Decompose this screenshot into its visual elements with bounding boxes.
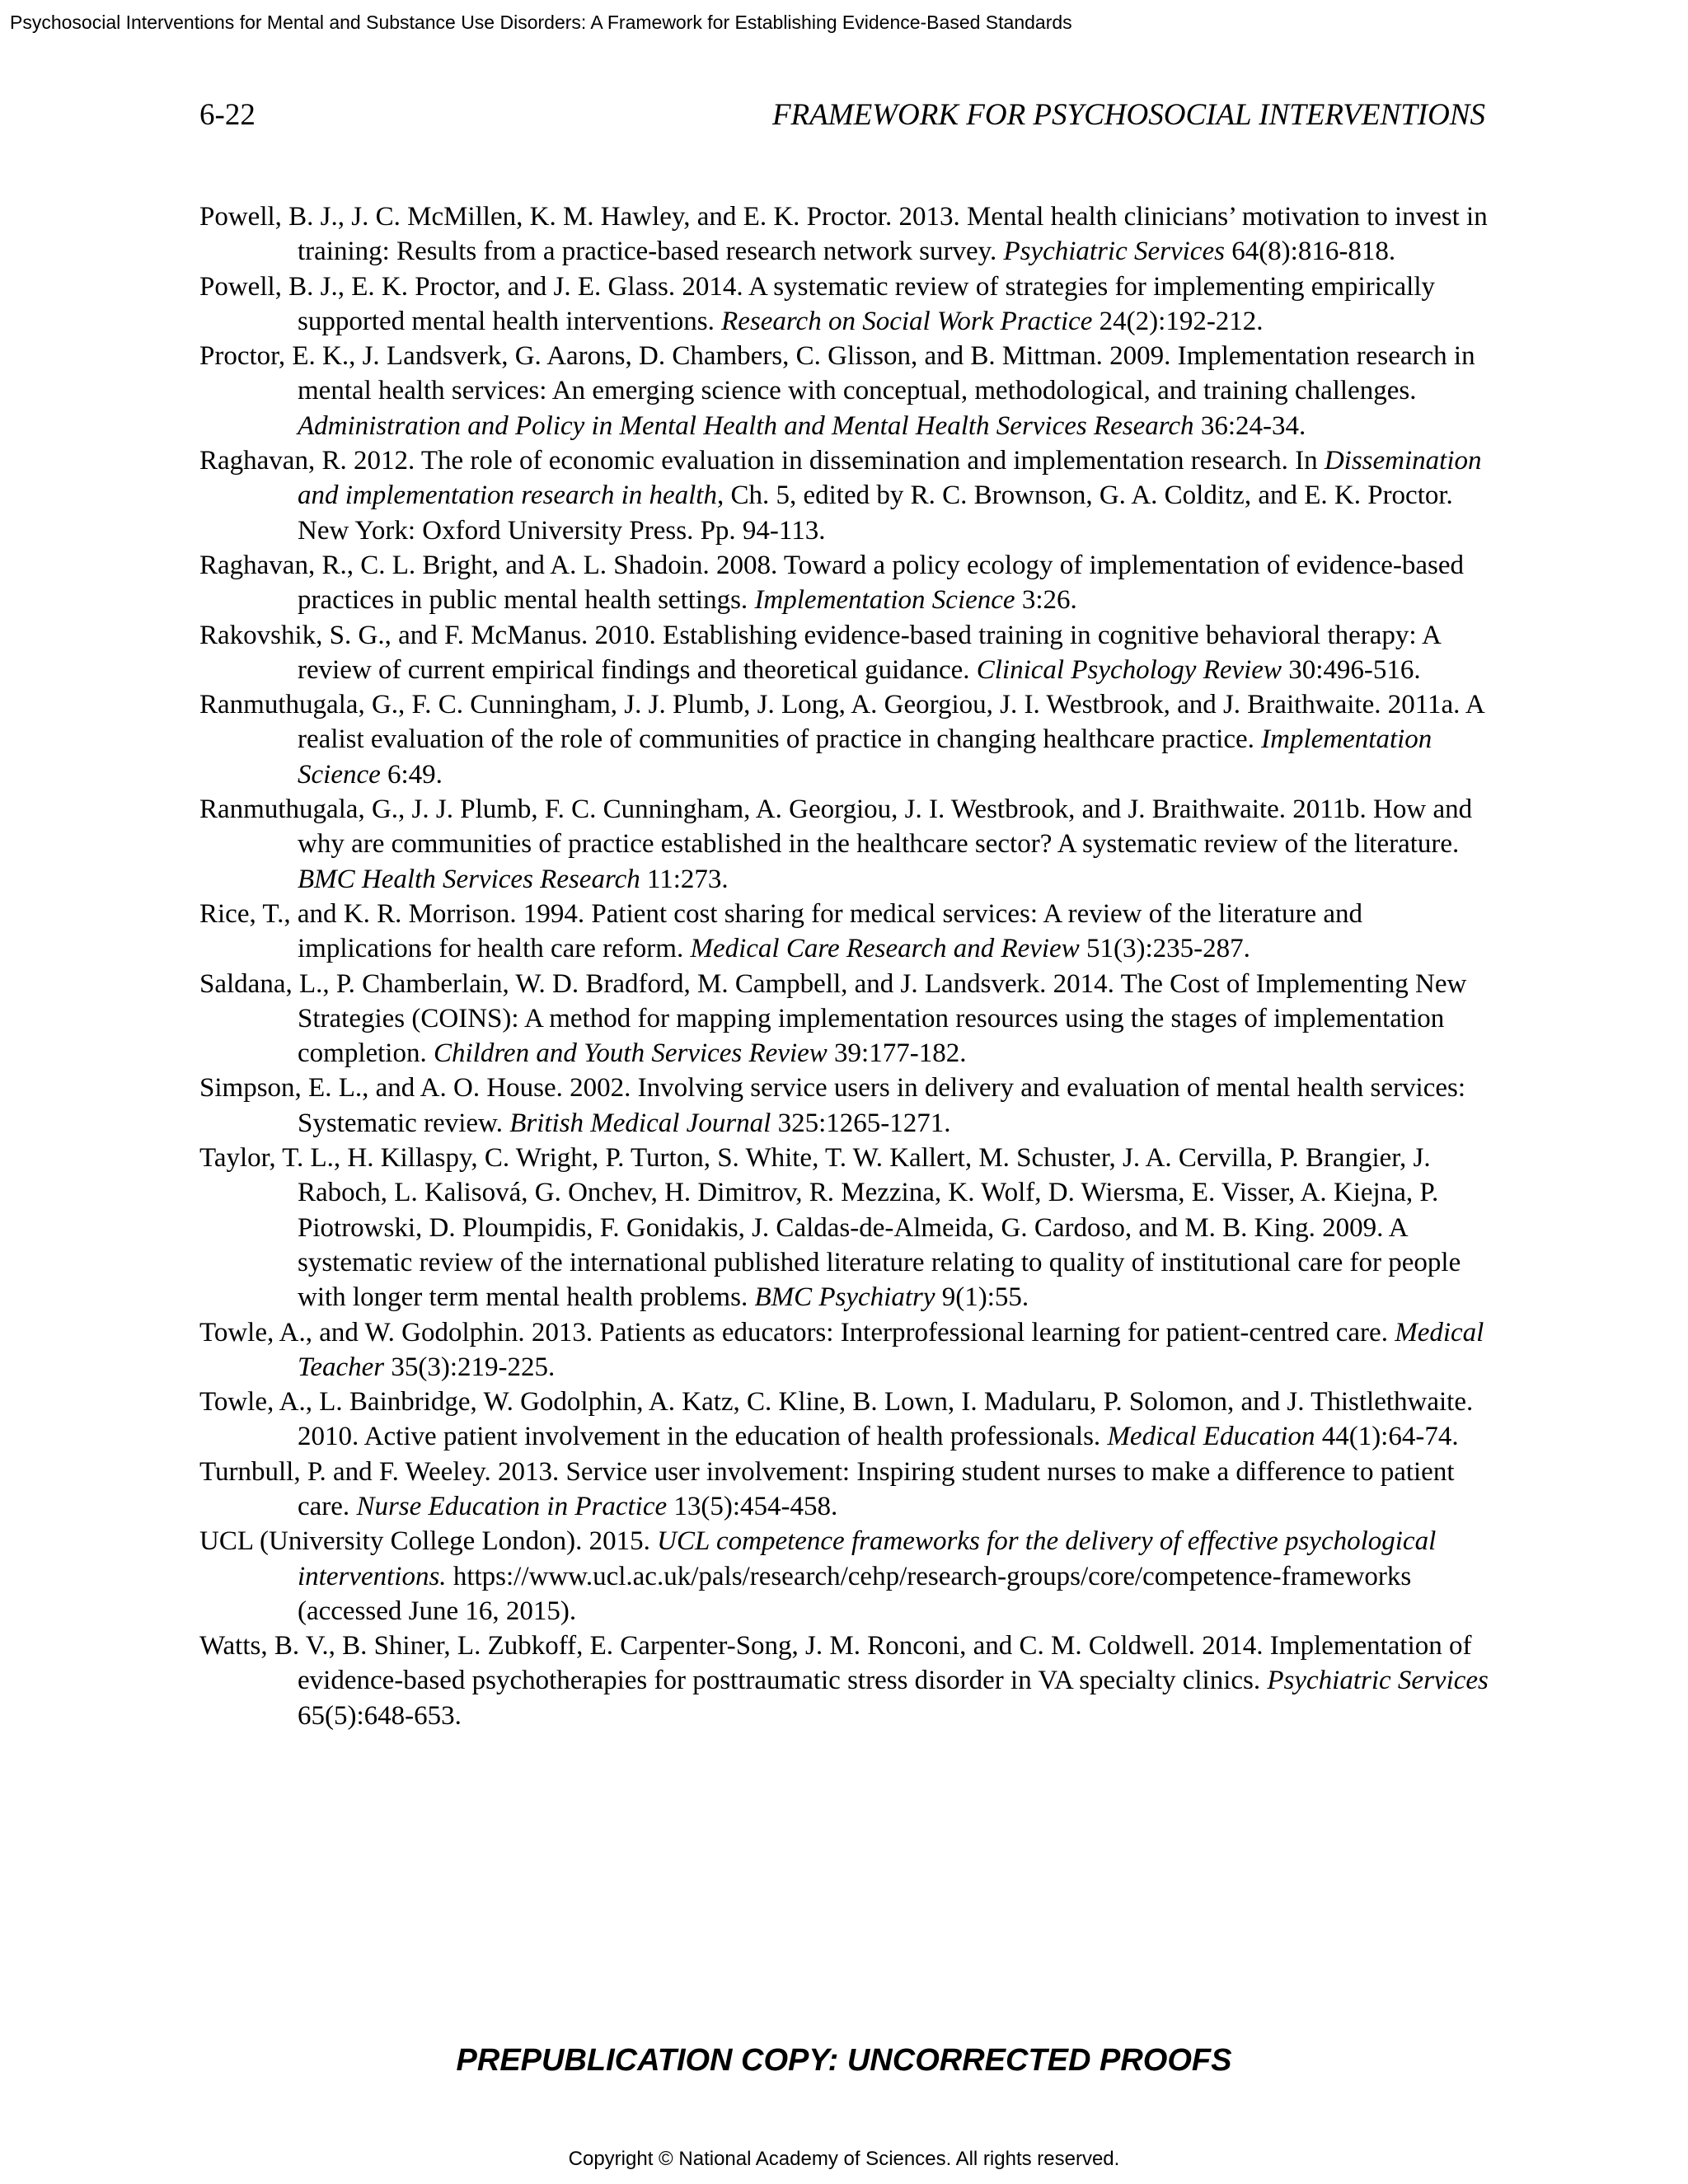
copyright-notice: Copyright © National Academy of Sciences. All rights reserved. [568, 2148, 1120, 2170]
reference-entry: Taylor, T. L., H. Killaspy, C. Wright, P. Turton, S. White, T. W. Kallert, M. Schuster, J. A. Cervilla, P. Brangier, J. Raboch, L. Kalisová, G. Onchev, H. Dimitrov, R. Mezzina, K. Wolf, D. Wiersma, E. Visser, A. Kiejna, P. Piotrowski, D. Ploumpidis, F. Gonidakis, J. Caldas-de-Almeida, G. Cardoso, and M. B. King. 2009. A systematic review of the international published literature relating to quality of institutional care for people with longer term mental health problems. BMC Psychiatry 9(1):55. [199, 1143, 1461, 1313]
reference-entry: Powell, B. J., J. C. McMillen, K. M. Hawley, and E. K. Proctor. 2013. Mental health clinicians’ motivation to invest in training: Results from a practice-based research network survey. Psychiatric Services 64(8):816-818. [199, 202, 1488, 267]
prepublication-notice: PREPUBLICATION COPY: UNCORRECTED PROOFS [456, 2043, 1232, 2078]
journal-title: Children and Youth Services Review [433, 1038, 828, 1069]
reference-entry: Powell, B. J., E. K. Proctor, and J. E. Glass. 2014. A systematic review of strategies for implementing empirically supported mental health interventions. Research on Social Work Practice 24(2):192-212. [199, 271, 1436, 336]
reference-entry: Ranmuthugala, G., J. J. Plumb, F. C. Cunningham, A. Georgiou, J. I. Westbrook, and J. Braithwaite. 2011b. How and why are communities of practice established in the healthcare sector? A systematic review of the literature. BMC Health Services Research 11:273. [199, 794, 1473, 894]
journal-title: British Medical Journal [509, 1108, 771, 1138]
journal-title: Psychiatric Services [1003, 237, 1225, 267]
reference-entry: Simpson, E. L., and A. O. House. 2002. Involving service users in delivery and evaluation of mental health services: Systematic review. British Medical Journal 325:1265-1271. [199, 1073, 1465, 1138]
journal-title: Medical Care Research and Review [690, 934, 1080, 964]
reference-entry: Rakovshik, S. G., and F. McManus. 2010. Establishing evidence-based training in cognitive behavioral therapy: A review of current empirical findings and theoretical guidance. Clinical Psychology Review 30:496-516. [199, 620, 1441, 685]
journal-title: Psychiatric Services [1267, 1666, 1489, 1696]
reference-list [199, 199, 1493, 1733]
reference-entry: Towle, A., L. Bainbridge, W. Godolphin, A. Katz, C. Kline, B. Lown, I. Madularu, P. Solomon, and J. Thistlethwaite. 2010. Active patient involvement in the education of health professionals. Medical Education 44(1):64-74. [199, 1387, 1474, 1452]
document-banner: Psychosocial Interventions for Mental and Substance Use Disorders: A Framework for Establishing Evidence-Based Standards [10, 12, 1072, 33]
reference-entry: Proctor, E. K., J. Landsverk, G. Aarons, D. Chambers, C. Glisson, and B. Mittman. 2009. Implementation research in mental health services: An emerging science with conceptual, methodological, and training challenges. Administration and Policy in Mental Health and Mental Health Services Research 36:24-34. [199, 341, 1475, 441]
report-title: UCL competence frameworks for the delivery of effective psychological interventions. [298, 1526, 1437, 1591]
reference-entry: Towle, A., and W. Godolphin. 2013. Patients as educators: Interprofessional learning for patient-centred care. Medical Teacher 35(3):219-225. [199, 1317, 1484, 1382]
reference-entry: Turnbull, P. and F. Weeley. 2013. Service user involvement: Inspiring student nurses to make a difference to patient care. Nurse Education in Practice 13(5):454-458. [199, 1456, 1455, 1521]
journal-title: Clinical Psychology Review [976, 654, 1282, 685]
journal-title: Implementation Science [298, 724, 1432, 790]
journal-title: Implementation Science [754, 585, 1015, 616]
journal-title: Research on Social Work Practice [721, 306, 1093, 336]
reference-entry: Raghavan, R. 2012. The role of economic evaluation in dissemination and implementation research. In Dissemination and implementation research in health, Ch. 5, edited by R. C. Brownson, G. A. Colditz, and E. K. Proctor. New York: Oxford University Press. Pp. 94-113. [199, 446, 1482, 546]
journal-title: Nurse Education in Practice [356, 1491, 668, 1521]
journal-title: Administration and Policy in Mental Health and Mental Health Services Research [298, 410, 1194, 441]
journal-title: Medical Teacher [298, 1317, 1484, 1382]
reference-entry: Raghavan, R., C. L. Bright, and A. L. Shadoin. 2008. Toward a policy ecology of implementation of evidence-based practices in public mental health settings. Implementation Science 3:26. [199, 550, 1465, 616]
running-title: FRAMEWORK FOR PSYCHOSOCIAL INTERVENTIONS [771, 98, 1485, 132]
page-number: 6-22 [199, 98, 256, 132]
reference-entry: Saldana, L., P. Chamberlain, W. D. Bradford, M. Campbell, and J. Landsverk. 2014. The Cost of Implementing New Strategies (COINS): A method for mapping implementation resources using the stages of implementation completion. Children and Youth Services Review 39:177-182. [199, 968, 1467, 1069]
journal-title: BMC Psychiatry [754, 1282, 935, 1313]
book-title: Dissemination and implementation research in health [298, 446, 1482, 511]
reference-entry: UCL (University College London). 2015. UCL competence frameworks for the delivery of effective psychological interventions. https://www.ucl.ac.uk/pals/research/cehp/research-groups/core/competence-frameworks (accessed June 16, 2015). [199, 1526, 1437, 1626]
reference-entry: Watts, B. V., B. Shiner, L. Zubkoff, E. Carpenter-Song, J. M. Ronconi, and C. M. Coldwell. 2014. Implementation of evidence-based psychotherapies for posttraumatic stress disorder in VA specialty clinics. Psychiatric Services 65(5):648-653. [199, 1631, 1489, 1731]
journal-title: Medical Education [1107, 1422, 1315, 1452]
journal-title: BMC Health Services Research [298, 864, 640, 894]
reference-entry: Ranmuthugala, G., F. C. Cunningham, J. J. Plumb, J. Long, A. Georgiou, J. I. Westbrook, and J. Braithwaite. 2011a. A realist evaluation of the role of communities of practice in changing healthcare practice. Implementation Science 6:49. [199, 690, 1484, 790]
reference-entry: Rice, T., and K. R. Morrison. 1994. Patient cost sharing for medical services: A review of the literature and implications for health care reform. Medical Care Research and Review 51(3):235-287. [199, 898, 1363, 964]
